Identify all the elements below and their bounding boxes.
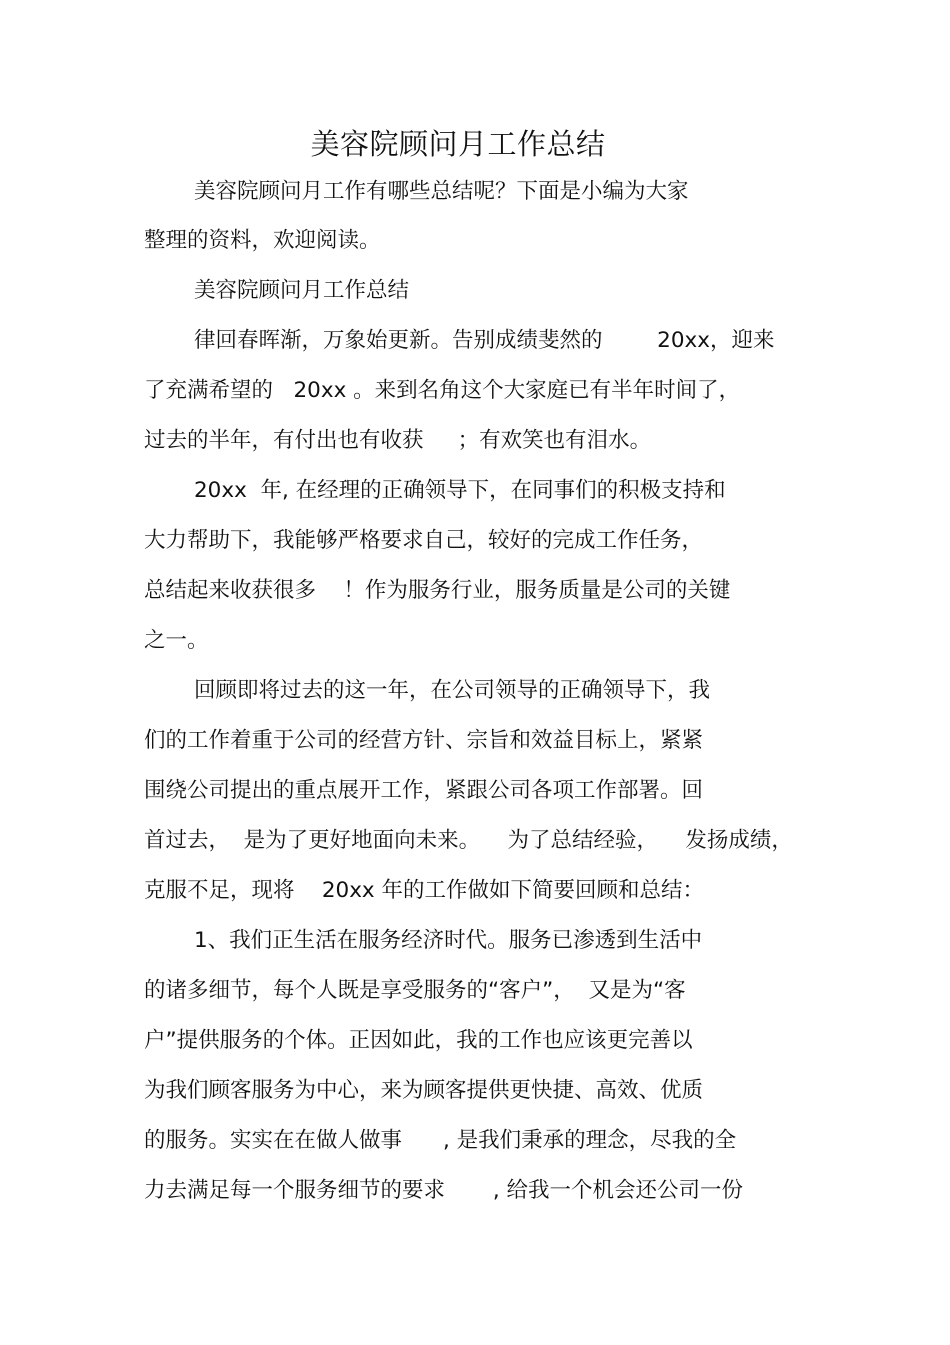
paragraph-line: 美容院顾问月工作有哪些总结呢？下面是小编为大家 xyxy=(194,179,689,204)
paragraph-line: 克服不足，现将 20xx 年的工作做如下简要回顾和总结： xyxy=(144,878,704,903)
paragraph-line: 回顾即将过去的这一年，在公司领导的正确领导下，我 xyxy=(194,678,711,703)
paragraph-line: 户”提供服务的个体。正因如此，我的工作也应该更完善以 xyxy=(144,1028,693,1053)
document-title: 美容院顾问月工作总结 xyxy=(310,127,606,161)
paragraph-line: 首过去， 是为了更好地面向未来。 为了总结经验， 发扬成绩， xyxy=(144,828,793,853)
paragraph-line: 们的工作着重于公司的经营方针、宗旨和效益目标上，紧紧 xyxy=(144,728,704,753)
paragraph-line: 为我们顾客服务为中心，来为顾客提供更快捷、高效、优质 xyxy=(144,1078,704,1103)
paragraph-line: 律回春晖渐，万象始更新。告别成绩斐然的 20xx，迎来 xyxy=(194,328,775,353)
paragraph-line: 的诸多细节，每个人既是享受服务的“客户”， 又是为“客 xyxy=(144,978,686,1003)
paragraph-line: 力去满足每一个服务细节的要求 , 给我一个机会还公司一份 xyxy=(144,1178,744,1203)
paragraph-line: 围绕公司提出的重点展开工作，紧跟公司各项工作部署。回 xyxy=(144,778,704,803)
paragraph-line: 了充满希望的 20xx 。来到名角这个大家庭已有半年时间了， xyxy=(144,378,741,403)
paragraph-line: 大力帮助下，我能够严格要求自己，较好的完成工作任务， xyxy=(144,528,704,553)
paragraph-line: 之一。 xyxy=(144,628,209,653)
paragraph-line: 过去的半年，有付出也有收获 ；有欢笑也有泪水。 xyxy=(144,428,652,453)
paragraph-line: 的服务。实实在在做人做事 , 是我们秉承的理念，尽我的全 xyxy=(144,1128,737,1153)
paragraph-line: 20xx 年, 在经理的正确领导下，在同事们的积极支持和 xyxy=(194,478,726,503)
paragraph-line: 整理的资料，欢迎阅读。 xyxy=(144,228,381,253)
section-heading: 美容院顾问月工作总结 xyxy=(194,278,410,303)
paragraph-line: 总结起来收获很多 ！作为服务行业，服务质量是公司的关键 xyxy=(144,578,731,603)
paragraph-line: 1、我们正生活在服务经济时代。服务已渗透到生活中 xyxy=(194,928,703,953)
